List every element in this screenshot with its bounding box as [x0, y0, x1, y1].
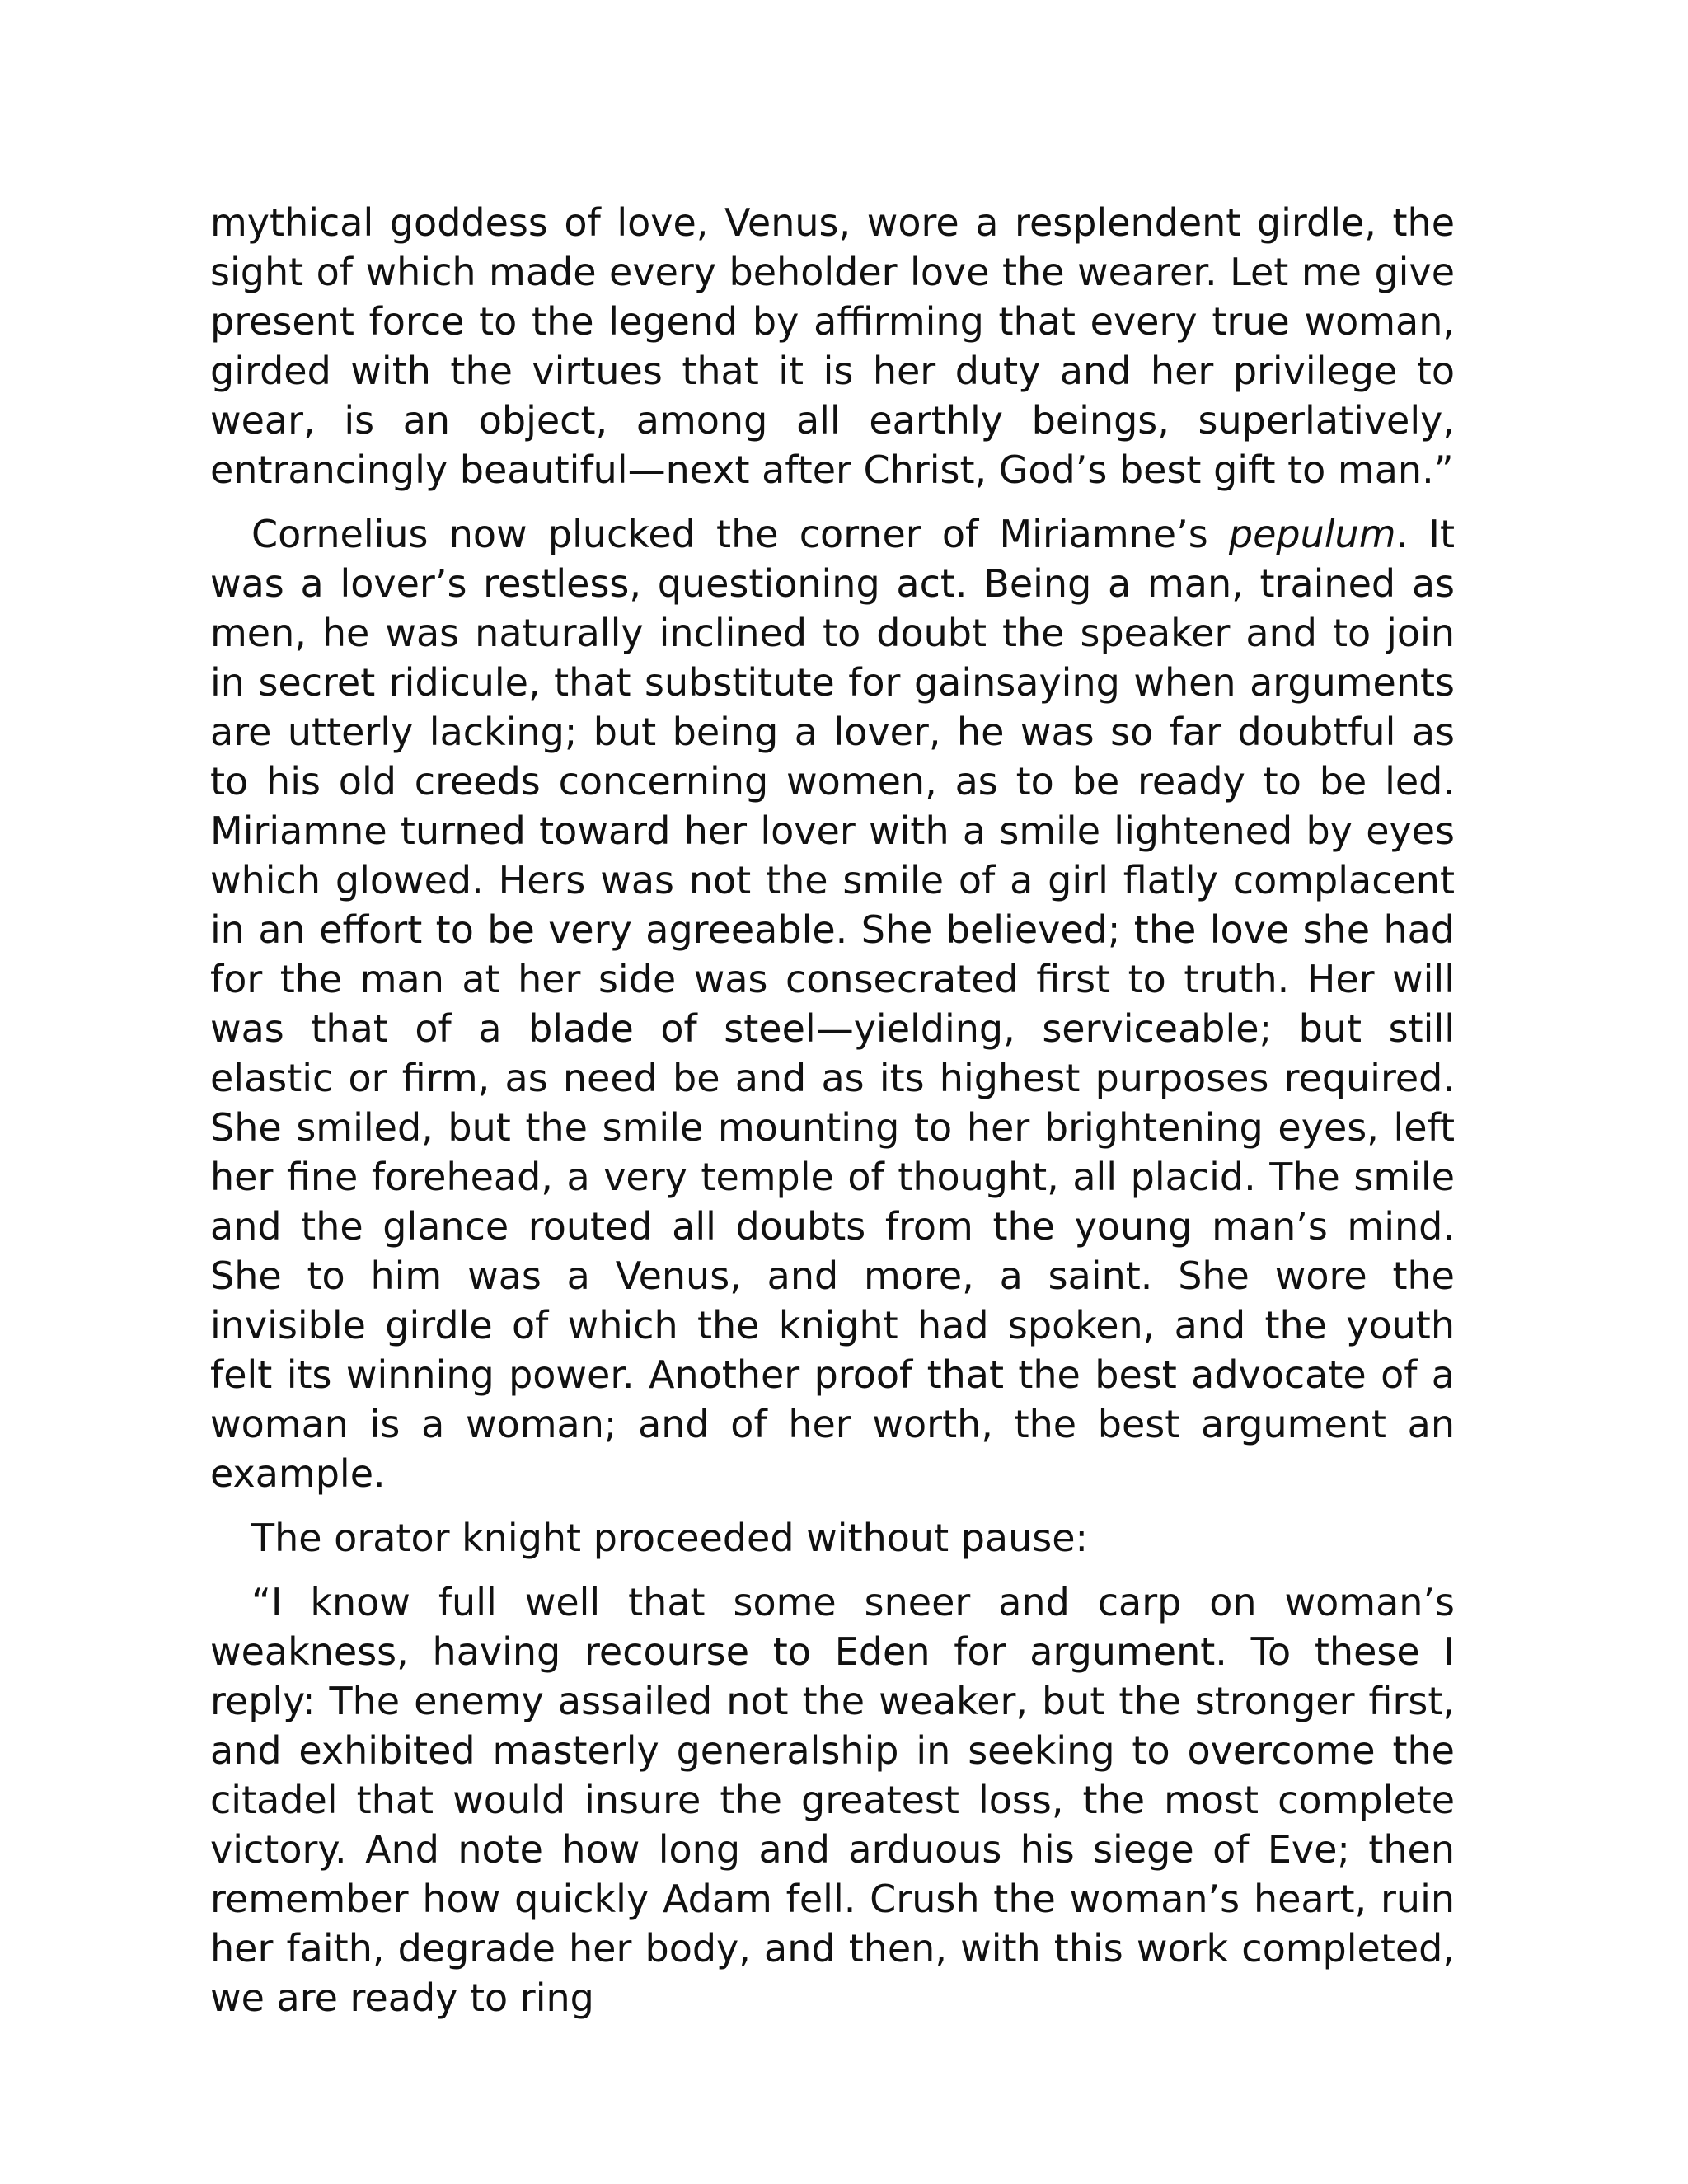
- paragraph-3-text: The orator knight proceeded without pause:: [251, 1516, 1089, 1560]
- paragraph-4-text: “I know full well that some sneer and carp on woman’s weakness, having recourse to Eden for argument. To these I reply: The enemy assailed not the weaker, but the stronger first, and exhibited masterly generalship in seeking to overcome the citadel that would insure the greatest loss, the most complete victory. And note how long and arduous his siege of Eve; then remember how quickly Adam fell. Crush the woman’s heart, ruin her faith, degrade her body, and then, with this work completed, we are ready to ring: [210, 1580, 1455, 2020]
- paragraph-2: [210, 509, 1455, 1498]
- paragraph-2-text-start: Cornelius now plucked the corner of Miriamne’s: [251, 512, 1229, 556]
- paragraph-2-italic-word: pepulum: [1228, 512, 1396, 556]
- paragraph-1-text: mythical goddess of love, Venus, wore a resplendent girdle, the sight of which made every beholder love the wearer. Let me give present force to the legend by affirming that every true woman, girded with the virtues that it is her duty and her privilege to wear, is an object, among all earthly beings, superlatively, entrancingly beautiful—next after Christ, God’s best gift to man.”: [210, 200, 1455, 492]
- paragraph-2-text-rest: . It was a lover’s restless, questioning act. Being a man, trained as men, he was naturally inclined to doubt the speaker and to join in secret ridicule, that substitute for gainsaying when arguments are utterly lacking; but being a lover, he was so far doubtful as to his old creeds concerning women, as to be ready to be led. Miriamne turned toward her lover with a smile lightened by eyes which glowed. Hers was not the smile of a girl flatly complacent in an effort to be very agreeable. She believed; the love she had for the man at her side was consecrated first to truth. Her will was that of a blade of steel—yielding, serviceable; but still elastic or firm, as need be and as its highest purposes required. She smiled, but the smile mounting to her brightening eyes, left her fine forehead, a very temple of thought, all placid. The smile and the glance routed all doubts from the young man’s mind. She to him was a Venus, and more, a saint. She wore the invisible girdle of which the knight had spoken, and the youth felt its winning power. Another proof that the best advocate of a woman is a woman; and of her worth, the best argument an example.: [210, 512, 1455, 1496]
- paragraph-1: [210, 198, 1455, 494]
- page-text: [210, 198, 1455, 2037]
- paragraph-3: [210, 1513, 1455, 1563]
- paragraph-4: [210, 1577, 1455, 2022]
